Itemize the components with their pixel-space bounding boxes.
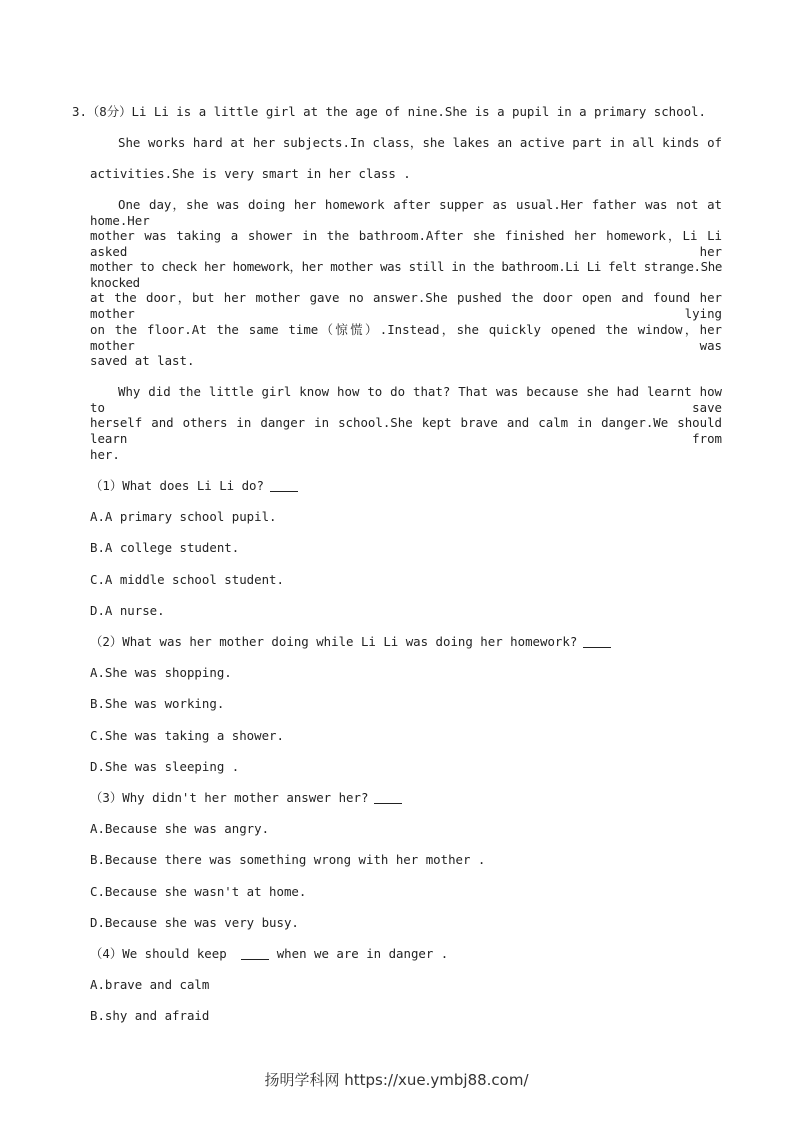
passage-line: on the floor.At the same time（惊慌）.Instead，she quickly opened the window，her mother was xyxy=(90,322,722,353)
option: A.brave and calm xyxy=(90,977,210,992)
question-header: 3.（8分）Li Li is a little girl at the age of nine.She is a pupil in a primary school. xyxy=(72,104,706,119)
passage-line: mother to check her homework，her mother was still in the bathroom.Li Li felt strange.She knocked xyxy=(90,259,722,290)
stem-text: （3）Why didn't her mother answer her? xyxy=(90,790,369,805)
stem-text: when we are in danger . xyxy=(276,946,449,961)
option: B.She was working. xyxy=(90,696,225,711)
option: A.Because she was angry. xyxy=(90,821,270,836)
stem-text: （4）We should keep xyxy=(90,946,227,961)
passage-line: mother was taking a shower in the bathroom.After she finished her homework，Li Li asked her xyxy=(90,228,722,259)
option: B.A college student. xyxy=(90,540,240,555)
option: C.She was taking a shower. xyxy=(90,728,284,743)
passage-line: saved at last. xyxy=(90,353,195,368)
stem-text: （2）What was her mother doing while Li Li was doing her homework? xyxy=(90,634,578,649)
sub-question-stem xyxy=(90,478,298,494)
option: A.She was shopping. xyxy=(90,665,232,680)
answer-blank[interactable] xyxy=(241,947,269,960)
option: D.Because she was very busy. xyxy=(90,915,299,930)
sub-question-stem xyxy=(90,946,448,962)
stem-text: （1）What does Li Li do? xyxy=(90,478,264,493)
option: B.Because there was something wrong with her mother . xyxy=(90,852,486,867)
footer-watermark: 扬明学科网 https://xue.ymbj88.com/ xyxy=(264,1071,529,1089)
answer-blank[interactable] xyxy=(374,791,402,804)
option: C.A middle school student. xyxy=(90,572,284,587)
passage-line: One day，she was doing her homework after supper as usual.Her father was not at home.Her xyxy=(90,197,722,228)
passage-line: activities.She is very smart in her class . xyxy=(90,166,411,181)
option: D.A nurse. xyxy=(90,603,165,618)
passage-line: She works hard at her subjects.In class，she lakes an active part in all kinds of xyxy=(118,135,722,150)
option: B.shy and afraid xyxy=(90,1008,210,1023)
sub-question-stem xyxy=(90,634,611,650)
passage-line: herself and others in danger in school.She kept brave and calm in danger.We should learn from xyxy=(90,415,722,446)
option: A.A primary school pupil. xyxy=(90,509,277,524)
passage-line: at the door，but her mother gave no answer.She pushed the door open and found her mother lying xyxy=(90,290,722,321)
answer-blank[interactable] xyxy=(583,635,611,648)
option: C.Because she wasn't at home. xyxy=(90,884,307,899)
sub-question-stem xyxy=(90,790,402,806)
passage-line: Why did the little girl know how to do that? That was because she had learnt how to save xyxy=(90,384,722,415)
passage-line: her. xyxy=(90,447,120,462)
answer-blank[interactable] xyxy=(270,479,298,492)
option: D.She was sleeping . xyxy=(90,759,240,774)
